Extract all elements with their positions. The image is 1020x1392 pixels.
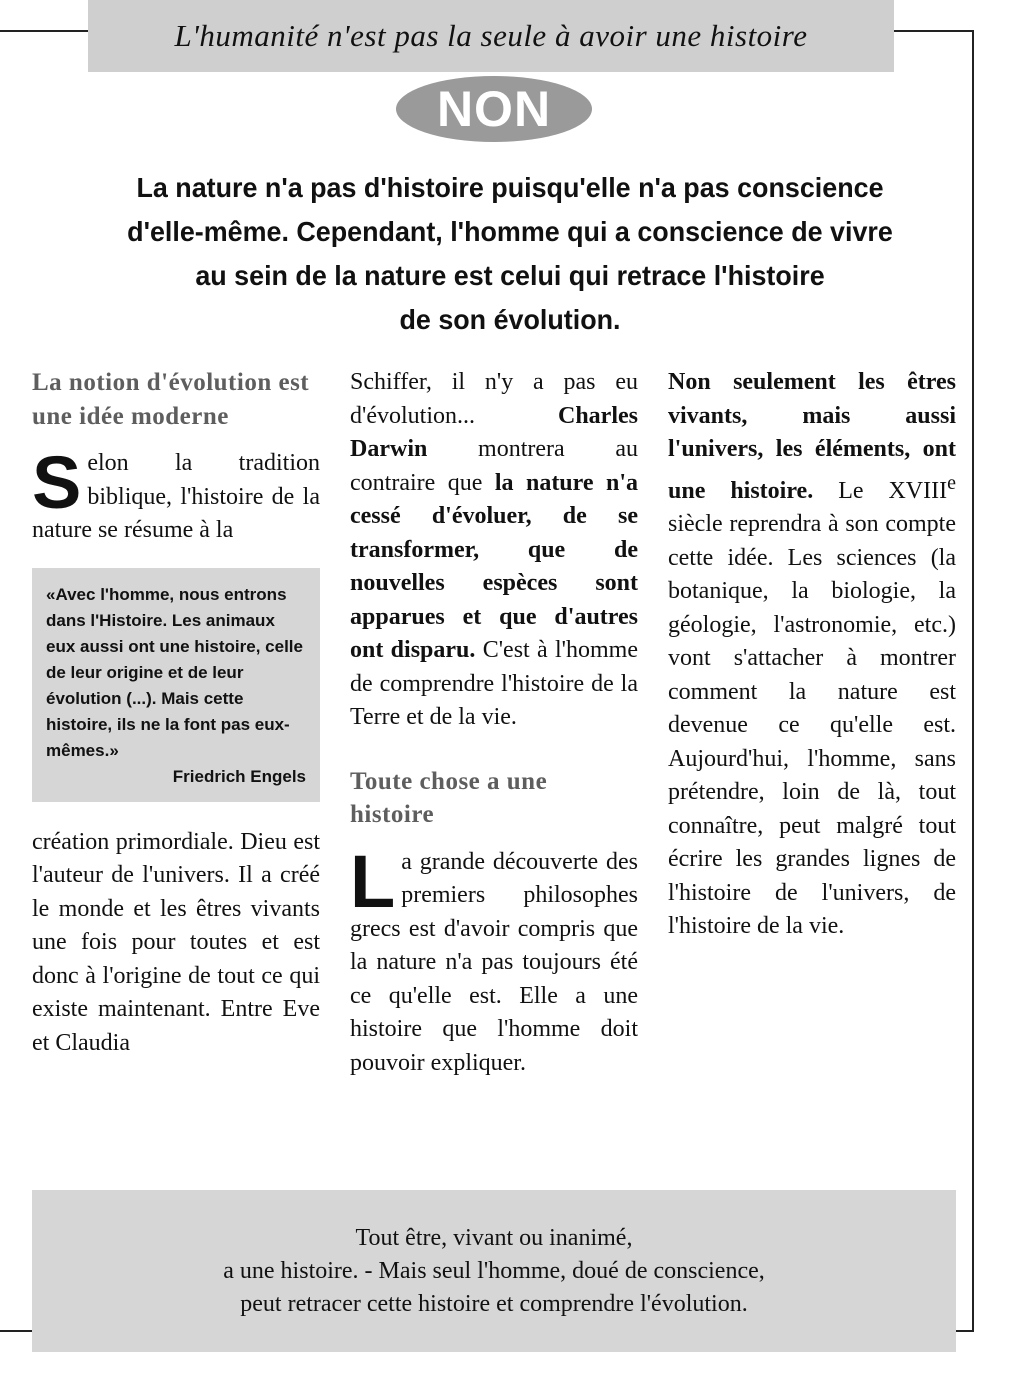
section-1-text-start: elon la tradition biblique, l'histoire de la nature se résume à la <box>32 450 320 543</box>
thesis-line: au sein de la nature est celui qui retrace l'histoire <box>195 260 825 291</box>
thesis-line: La nature n'a pas d'histoire puisqu'elle n'a pas conscience <box>136 172 884 203</box>
dropcap: L <box>350 839 396 923</box>
frame-right-rule <box>972 30 974 1332</box>
non-badge: NON <box>396 76 592 142</box>
thesis-statement <box>59 166 961 342</box>
bold-run: la nature n'a cessé d'évoluer, de se transformer, que de nouvelles espèces sont apparues et que d'autres ont disparu. <box>350 469 638 663</box>
text-run: siècle reprendra à son compte cette idée. Les sciences (la botanique, la biologie, la géologie, l'astronomie, etc.) vont s'attacher à montrer comment la nature est devenue ce qu'elle est. Aujourd'hui, l'homme, sans prétendre, loin de là, tout connaître, peut malgré tout écrire les grandes lignes de l'histoire de l'univers, de l'histoire de la vie. <box>668 511 956 939</box>
conclusion-line: peut retracer cette histoire et comprendre l'évolution. <box>240 1290 748 1317</box>
superscript: e <box>947 471 957 494</box>
column-2-paragraph <box>350 366 638 735</box>
section-heading-toute-chose: Toute chose a une histoire <box>350 767 548 828</box>
page-title: L'humanité n'est pas la seule à avoir une histoire <box>88 0 894 72</box>
section-heading-evolution: La notion d'évolution est une idée moderne <box>32 369 310 430</box>
text-run: montrera au contraire que <box>350 436 638 496</box>
frame-bottom-left-rule <box>0 1330 32 1332</box>
section-1-paragraph-start <box>32 441 320 548</box>
thesis-line: de son évolution. <box>399 304 621 335</box>
column-3 <box>668 366 956 944</box>
bold-run: Charles Darwin <box>350 402 638 462</box>
column-1 <box>32 366 320 1060</box>
section-2-text: a grande découverte des premiers philosophes grecs est d'avoir compris que la nature n'a pas toujours été ce qu'elle est. Elle a une histoire que l'homme doit pouvoir expliquer. <box>350 848 638 1076</box>
dropcap: S <box>32 441 82 524</box>
text-run: Le XVIII <box>813 477 948 504</box>
conclusion-line: a une histoire. - Mais seul l'homme, doué de conscience, <box>223 1257 765 1284</box>
conclusion-line: Tout être, vivant ou inanimé, <box>355 1224 633 1251</box>
frame-top-left-rule <box>0 30 88 32</box>
text-run: Schiffer, il n'y a pas eu d'évolution... <box>350 369 638 429</box>
engels-quote-box <box>32 568 320 802</box>
conclusion-box <box>32 1190 956 1352</box>
column-2 <box>350 366 638 1080</box>
text-run: C'est à l'homme de comprendre l'histoire de la Terre et de la vie. <box>350 637 638 730</box>
thesis-line: d'elle-même. Cependant, l'homme qui a conscience de vivre <box>127 216 893 247</box>
frame-bottom-right-rule <box>956 1330 974 1332</box>
frame-top-right-rule <box>894 30 974 32</box>
bold-run: Non seulement les êtres vivants, mais aussi l'univers, les éléments, ont une histoire. <box>668 369 956 504</box>
spacer <box>350 735 638 765</box>
section-2-paragraph <box>350 839 638 1081</box>
column-3-paragraph <box>668 366 956 944</box>
quote-author: Friedrich Engels <box>172 766 306 786</box>
section-1-text-end: création primordiale. Dieu est l'auteur de l'univers. Il a créé le monde et les êtres vivants une fois pour toutes et est donc à l'origine de tout ce qui existe maintenant. Entre Eve et Claudia <box>32 828 320 1056</box>
quote-text: «Avec l'homme, nous entrons dans l'Histoire. Les animaux eux aussi ont une histoire, celle de leur origine et de leur évolution (...). Mais cette histoire, ils ne la font pas eux-mêmes.» <box>46 584 303 760</box>
